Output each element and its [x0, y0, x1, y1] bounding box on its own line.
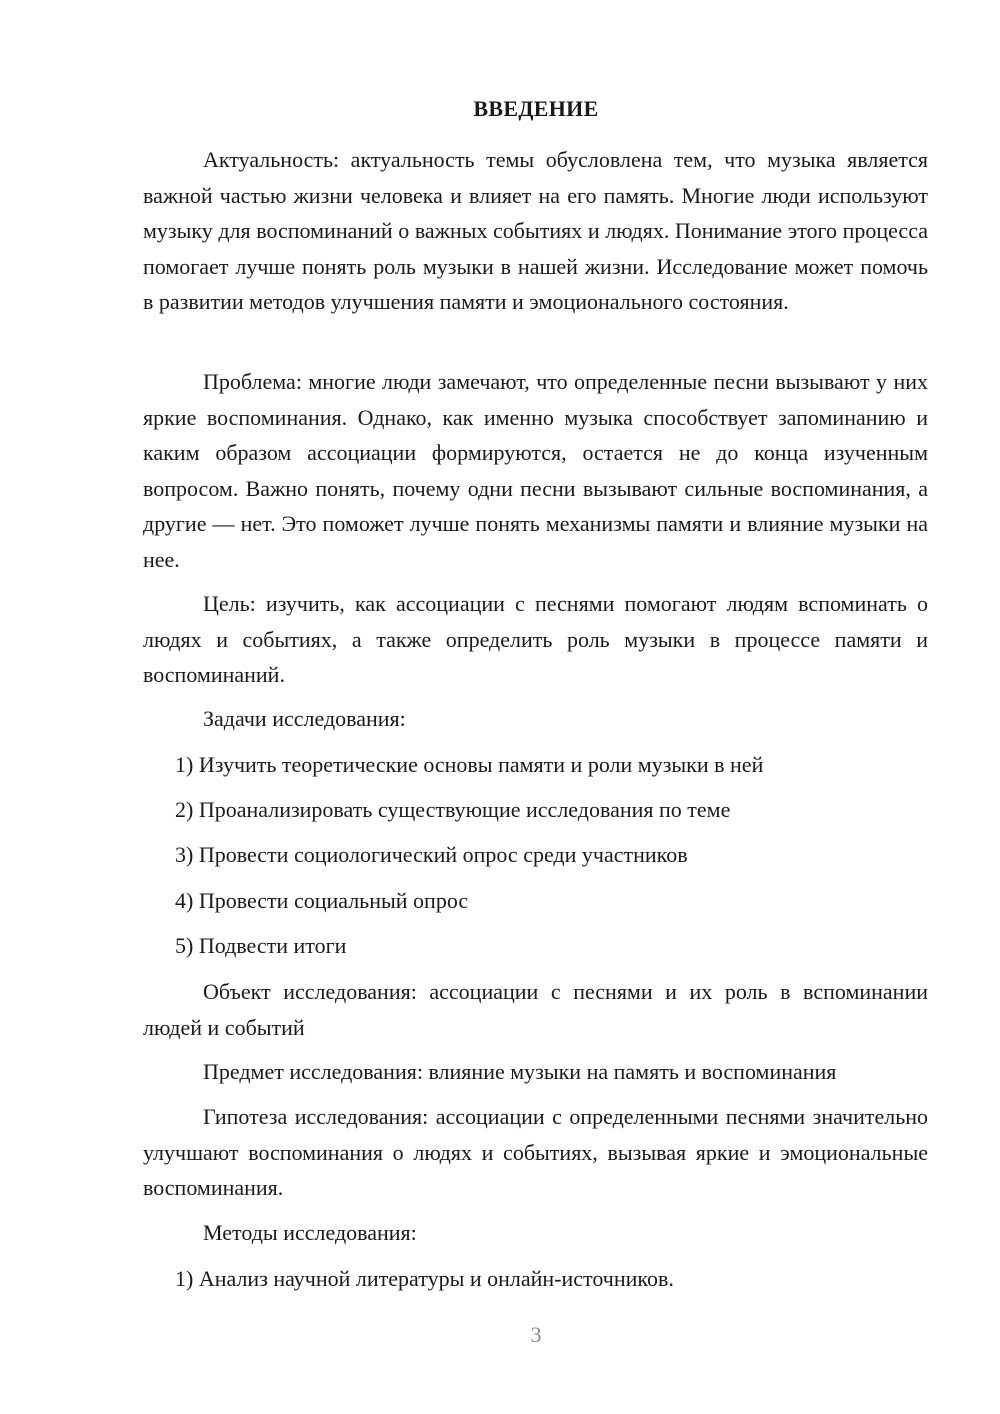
task-item: 3) Провести социологический опрос среди участников: [175, 842, 688, 867]
task-item: 2) Проанализировать существующие исследования по теме: [175, 797, 731, 822]
method-item: 1) Анализ научной литературы и онлайн-источников.: [175, 1266, 674, 1291]
paragraph-relevance: Актуальность: актуальность темы обусловлена тем, что музыка является важной частью жизни человека и влияет на его память. Многие люди используют музыку для воспоминаний о важных событиях и людях. Понимание этого процесса помогает лучше понять роль музыки в нашей жизни. Исследование может помочь в развитии методов улучшения памяти и эмоционального состояния.: [143, 147, 928, 314]
task-item: 5) Подвести итоги: [175, 933, 347, 958]
tasks-heading: Задачи исследования:: [203, 706, 406, 731]
paragraph-subject: Предмет исследования: влияние музыки на память и воспоминания: [203, 1059, 837, 1084]
section-title: ВВЕДЕНИЕ: [473, 96, 599, 121]
paragraph-hypothesis: Гипотеза исследования: ассоциации с определенными песнями значительно улучшают воспоминания о людях и событиях, вызывая яркие и эмоциональные воспоминания.: [143, 1104, 928, 1200]
methods-heading: Методы исследования:: [203, 1220, 417, 1245]
paragraph-object: Объект исследования: ассоциации с песнями и их роль в вспоминании людей и событий: [143, 979, 928, 1040]
task-item: 4) Провести социальный опрос: [175, 888, 469, 913]
task-item: 1) Изучить теоретические основы памяти и роли музыки в ней: [175, 752, 764, 777]
paragraph-goal: Цель: изучить, как ассоциации с песнями помогают людям вспоминать о людях и событиях, а также определить роль музыки в процессе памяти и воспоминаний.: [143, 591, 928, 687]
paragraph-problem: Проблема: многие люди замечают, что определенные песни вызывают у них яркие воспоминания. Однако, как именно музыка способствует запоминанию и каким образом ассоциации формируются, остается не до конца изученным вопросом. Важно понять, почему одни песни вызывают сильные воспоминания, а другие — нет. Это поможет лучше понять механизмы памяти и влияние музыки на нее.: [143, 369, 928, 572]
page-number: 3: [530, 1322, 542, 1347]
